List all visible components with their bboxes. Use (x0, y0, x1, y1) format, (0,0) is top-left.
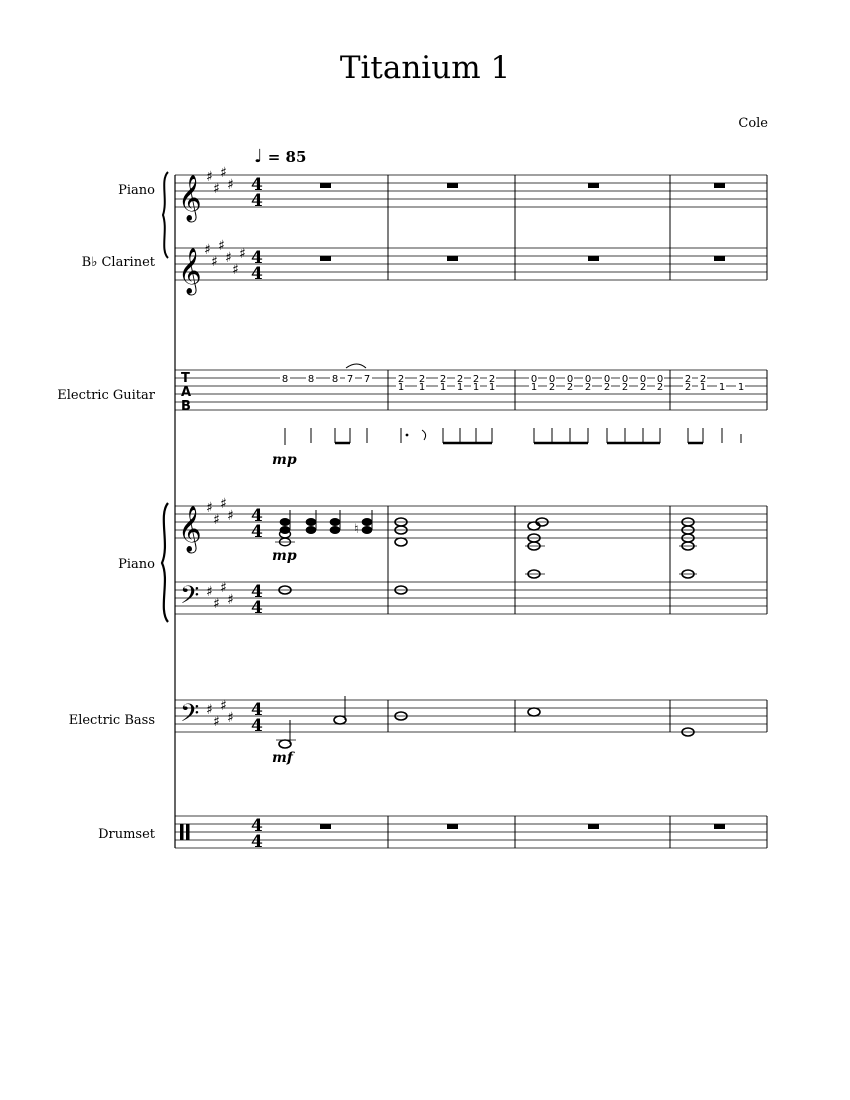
tempo-value: = 85 (267, 148, 307, 166)
svg-text:4: 4 (251, 506, 263, 526)
svg-text:2: 2 (566, 382, 574, 393)
svg-text:♯: ♯ (213, 181, 220, 197)
tab-measure-2 (396, 374, 496, 393)
svg-text:♯: ♯ (206, 500, 213, 516)
natural-icon: ♮ (354, 522, 359, 537)
staff-piano-2-treble (175, 506, 767, 538)
svg-text:♯: ♯ (204, 242, 211, 258)
whole-rests (320, 183, 725, 261)
svg-text:1: 1 (530, 382, 538, 393)
svg-text:2: 2 (472, 374, 480, 385)
bass-clef-icon: 𝄢 (180, 699, 200, 734)
svg-text:0: 0 (530, 374, 538, 385)
score-title: Titanium 1 (339, 50, 511, 86)
tab-measure-3 (529, 374, 664, 393)
tab-number: 8 (307, 374, 315, 385)
instrument-name-clarinet: B♭ Clarinet (81, 255, 155, 270)
svg-text:2: 2 (418, 374, 426, 385)
staff-piano-1 (175, 175, 767, 207)
svg-text:♯: ♯ (220, 698, 227, 714)
svg-text:4: 4 (251, 816, 263, 836)
svg-text:2: 2 (684, 374, 692, 385)
svg-text:4: 4 (251, 598, 263, 618)
key-signature-sharps (206, 698, 234, 730)
svg-text:1: 1 (699, 382, 707, 393)
staff-drums (175, 816, 767, 848)
svg-text:2: 2 (699, 374, 707, 385)
tab-clef-icon (181, 371, 191, 414)
brace-icon (162, 503, 168, 622)
treble-clef-icon: 𝄞 (178, 175, 202, 221)
staff-piano-2-bass (175, 582, 767, 614)
svg-text:♯: ♯ (220, 165, 227, 181)
dynamic-guitar: mp (272, 452, 297, 468)
instrument-name-piano-1: Piano (118, 183, 155, 198)
svg-text:2: 2 (488, 374, 496, 385)
svg-text:1: 1 (737, 382, 745, 393)
svg-text:2: 2 (548, 382, 556, 393)
svg-text:2: 2 (656, 382, 664, 393)
svg-text:1: 1 (456, 382, 464, 393)
svg-text:4: 4 (251, 175, 263, 195)
tab-number: 8 (331, 374, 339, 385)
tab-number: 7 (363, 374, 371, 385)
svg-text:4: 4 (251, 700, 263, 720)
svg-text:2: 2 (603, 382, 611, 393)
svg-text:4: 4 (251, 522, 263, 542)
svg-text:T: T (181, 371, 190, 386)
svg-text:♯: ♯ (218, 238, 225, 254)
svg-text:1: 1 (718, 382, 726, 393)
svg-text:2: 2 (397, 374, 405, 385)
staff-bass (175, 700, 767, 732)
instrument-name-piano-2: Piano (118, 557, 155, 572)
svg-text:♯: ♯ (227, 508, 234, 524)
svg-text:0: 0 (621, 374, 629, 385)
treble-clef-icon: 𝄞 (178, 506, 202, 552)
svg-text:1: 1 (439, 382, 447, 393)
svg-text:♯: ♯ (206, 169, 213, 185)
svg-text:4: 4 (251, 248, 263, 268)
tab-rhythm-stems (285, 428, 741, 445)
dot-icon (406, 434, 409, 437)
svg-text:2: 2 (584, 382, 592, 393)
svg-text:1: 1 (397, 382, 405, 393)
dynamic-piano-2: mp (272, 548, 297, 564)
drum-whole-rests (320, 824, 725, 829)
tab-measure-1 (280, 364, 372, 385)
svg-text:4: 4 (251, 716, 263, 736)
time-signature (251, 816, 263, 852)
svg-text:♯: ♯ (206, 702, 213, 718)
key-signature-sharps (206, 496, 234, 612)
svg-text:1: 1 (488, 382, 496, 393)
svg-text:1: 1 (472, 382, 480, 393)
instrument-name-guitar: Electric Guitar (57, 388, 155, 403)
svg-text:♯: ♯ (211, 254, 218, 270)
svg-text:♯: ♯ (213, 512, 220, 528)
svg-text:A: A (181, 385, 192, 400)
svg-text:4: 4 (251, 832, 263, 852)
quarter-note-icon: ♩ (254, 146, 263, 167)
svg-text:4: 4 (251, 191, 263, 211)
svg-text:♯: ♯ (239, 246, 246, 262)
svg-text:♯: ♯ (206, 584, 213, 600)
svg-text:♯: ♯ (220, 496, 227, 512)
svg-text:4: 4 (251, 582, 263, 602)
key-signature-sharps (206, 165, 234, 197)
svg-text:♯: ♯ (220, 580, 227, 596)
dynamic-bass: mf (272, 750, 293, 766)
svg-text:2: 2 (456, 374, 464, 385)
time-signature (251, 175, 263, 284)
flag-icon (422, 430, 426, 440)
instrument-name-bass: Electric Bass (68, 713, 155, 728)
bass-clef-icon: 𝄢 (180, 581, 200, 616)
svg-text:1: 1 (418, 382, 426, 393)
svg-text:2: 2 (684, 382, 692, 393)
tie-icon (346, 364, 366, 368)
svg-text:0: 0 (603, 374, 611, 385)
treble-clef-icon: 𝄞 (178, 248, 202, 294)
svg-text:0: 0 (566, 374, 574, 385)
tab-number: 8 (281, 374, 289, 385)
staff-clarinet (175, 248, 767, 280)
svg-text:2: 2 (439, 374, 447, 385)
svg-text:0: 0 (639, 374, 647, 385)
svg-text:♯: ♯ (232, 262, 239, 278)
composer-name: Cole (738, 116, 768, 131)
time-signature (251, 506, 263, 618)
svg-text:♯: ♯ (213, 714, 220, 730)
time-signature (251, 700, 263, 736)
svg-text:0: 0 (548, 374, 556, 385)
bass-notes (276, 696, 694, 748)
svg-text:0: 0 (584, 374, 592, 385)
svg-text:0: 0 (656, 374, 664, 385)
svg-text:B: B (181, 399, 191, 414)
svg-text:♯: ♯ (213, 596, 220, 612)
svg-text:♯: ♯ (227, 592, 234, 608)
instrument-name-drums: Drumset (98, 827, 155, 842)
brace-icon (163, 172, 168, 258)
svg-text:2: 2 (621, 382, 629, 393)
svg-text:2: 2 (639, 382, 647, 393)
tab-measure-4 (683, 374, 745, 393)
svg-text:♯: ♯ (225, 250, 232, 266)
svg-text:♯: ♯ (227, 177, 234, 193)
tab-number: 7 (346, 374, 354, 385)
svg-text:4: 4 (251, 264, 263, 284)
svg-text:♯: ♯ (227, 710, 234, 726)
